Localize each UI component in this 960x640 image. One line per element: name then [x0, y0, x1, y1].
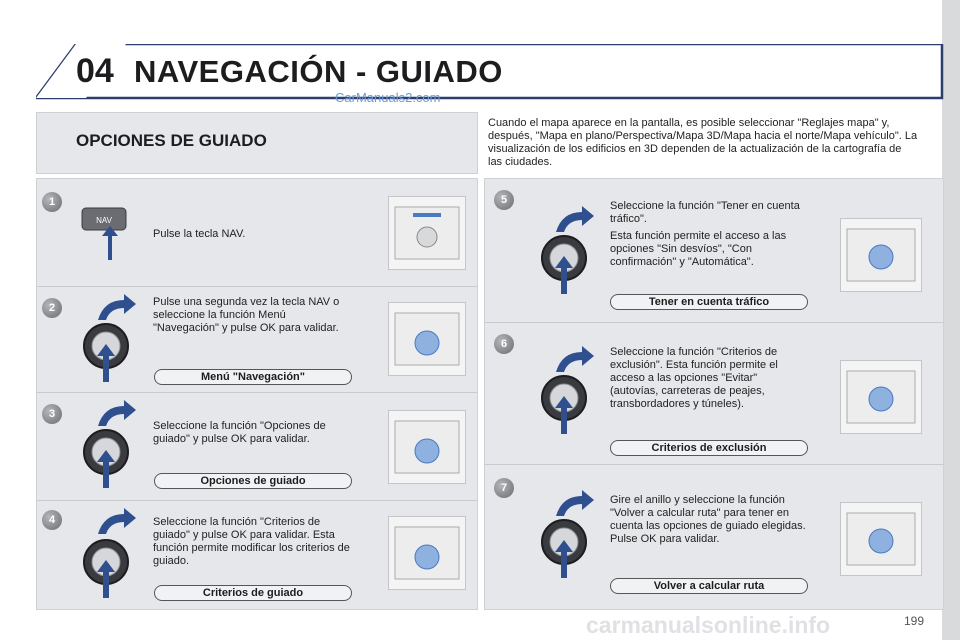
- divider: [36, 392, 478, 393]
- curved-arrow-icon: [556, 206, 594, 232]
- step-5-text: [610, 200, 806, 273]
- rotary-knob-icon: [536, 206, 606, 296]
- divider: [36, 286, 478, 287]
- section-title: OPCIONES DE GUIADO: [76, 131, 267, 150]
- step-5-line-1: Seleccione la función "Tener en cuenta tráfico".: [610, 200, 800, 225]
- step-number: 4: [42, 510, 62, 530]
- nav-key-icon: [80, 204, 136, 262]
- page-number: 199: [904, 614, 925, 628]
- console-thumbnail: [840, 218, 922, 292]
- menu-label-exclusion[interactable]: Criterios de exclusión: [610, 440, 808, 456]
- footer-watermark: carmanualsonline.info: [586, 612, 831, 638]
- step-5-line-2: Esta función permite el acceso a las opciones "Sin desvíos", "Con confirmación" y "Automática".: [610, 230, 787, 268]
- console-thumbnail: [840, 502, 922, 576]
- curved-arrow-icon: [556, 490, 594, 516]
- step-number: 7: [494, 478, 514, 498]
- console-thumbnail: [388, 302, 466, 376]
- curved-arrow-icon: [556, 346, 594, 372]
- page-title: NAVEGACIÓN - GUIADO: [134, 54, 503, 89]
- chapter-number: 04: [76, 52, 114, 90]
- rotary-knob-icon: [536, 346, 606, 436]
- menu-label-opciones[interactable]: Opciones de guiado: [154, 473, 352, 489]
- menu-label-criterios[interactable]: Criterios de guiado: [154, 585, 352, 601]
- step-number: 2: [42, 298, 62, 318]
- step-3-text: Seleccione la función "Opciones de guiado" y pulse OK para validar.: [153, 420, 326, 445]
- press-arrow-icon: [102, 226, 118, 260]
- step-number: 6: [494, 334, 514, 354]
- rotary-knob-icon: [78, 400, 148, 490]
- divider: [484, 322, 944, 323]
- curved-arrow-icon: [98, 508, 136, 534]
- step-1-text: Pulse la tecla NAV.: [153, 228, 246, 240]
- step-number: 1: [42, 192, 62, 212]
- rotary-knob-icon: [536, 490, 606, 580]
- console-thumbnail: [388, 516, 466, 590]
- intro-text: Cuando el mapa aparece en la pantalla, es posible seleccionar "Reglajes mapa" y, después, "Mapa en plano/Perspectiva/Mapa 3D/Mapa hacia el norte/Mapa vehículo". La visualización de los edificios en 3D dependen de la actualización de la cartografía de las ciudades.: [488, 117, 918, 168]
- menu-label-trafico[interactable]: Tener en cuenta tráfico: [610, 294, 808, 310]
- divider: [36, 500, 478, 501]
- step-2-text: Pulse una segunda vez la tecla NAV o seleccione la función Menú "Navegación" y pulse OK para validar.: [153, 296, 340, 334]
- menu-label-navegacion[interactable]: Menú "Navegación": [154, 369, 352, 385]
- step-number: 3: [42, 404, 62, 424]
- menu-label-recalcular[interactable]: Volver a calcular ruta: [610, 578, 808, 594]
- step-7-text: Gire el anillo y seleccione la función "Volver a calcular ruta" para tener en cuenta las opciones de guiado elegidas. Pulse OK para validar.: [610, 494, 806, 545]
- console-thumbnail: [388, 410, 466, 484]
- step-4-text: Seleccione la función "Criterios de guiado" y pulse OK para validar. Esta función permite modificar los criterios de guiado.: [153, 516, 350, 567]
- divider: [484, 464, 944, 465]
- rotary-knob-icon: [78, 508, 148, 600]
- curved-arrow-icon: [98, 400, 136, 426]
- console-thumbnail: [840, 360, 922, 434]
- step-number: 5: [494, 190, 514, 210]
- console-thumbnail: [388, 196, 466, 270]
- nav-key-label: NAV: [96, 216, 112, 225]
- curved-arrow-icon: [98, 294, 136, 320]
- rotary-knob-icon: [78, 294, 148, 384]
- step-6-text: Seleccione la función "Criterios de exclusión". Esta función permite el acceso a las opciones "Evitar" (autovías, carreteras de peajes, transbordadores y túneles).: [610, 346, 778, 410]
- watermark-link[interactable]: CarManuals2.com: [335, 90, 441, 105]
